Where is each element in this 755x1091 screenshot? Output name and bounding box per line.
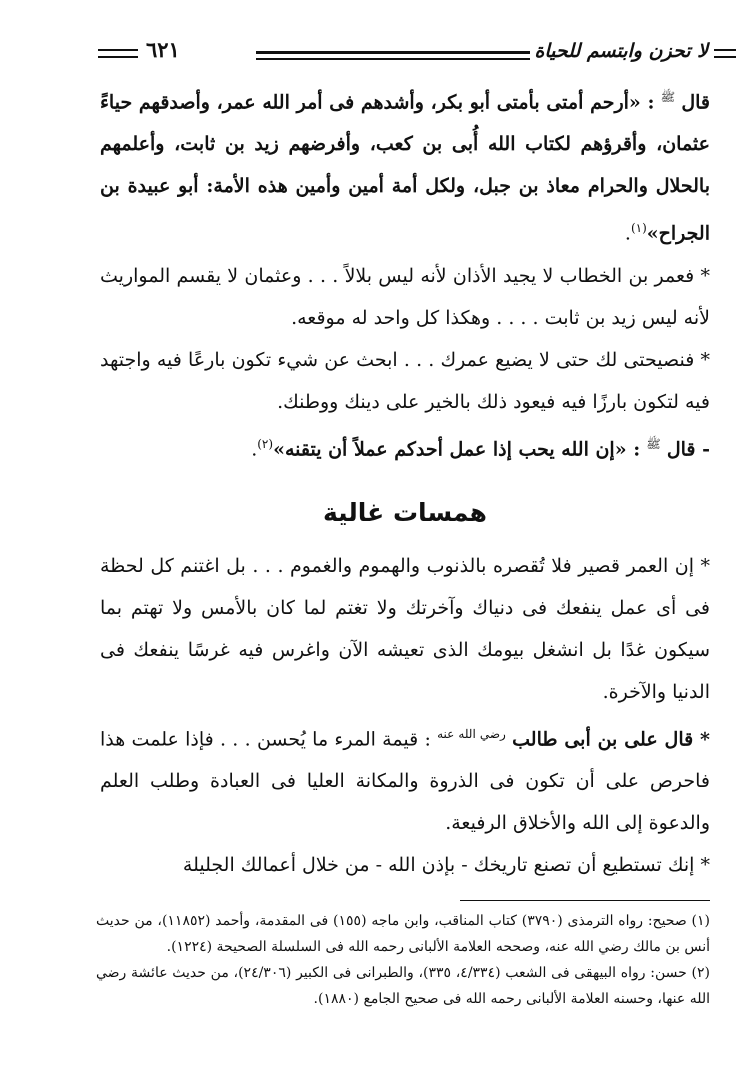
paragraph-life-short: * إن العمر قصير فلا تُقصره بالذنوب والهموم والغموم . . . بل اغتنم كل لحظة فى أى عمل ينفعك فى دنياك وآخرتك ولا تغتم لما كان بالأمس ولا تهتم بما سيكون غدًا بل انشغل بيومك الذى تعيشه الآن واغرس فيه غرسًا ينفعك فى الدنيا والآخرة. [100,555,710,703]
honorific-symbol: ﷺ [660,90,676,104]
paragraph-ali-quote: * قال على بن أبى طالب $^{رضي الله عنه}$ : قيمة المرء ما يُحسن . . . فإذا علمت هذا فاحرص على أن تكون فى الذروة والمكانة العليا فى العبادة وطلب العلم والدعوة إلى الله والأخلاق الرفيعة. [100,727,710,835]
page-number: ٦٢١ [146,37,180,62]
hadith-paragraph: قال $^ﷺ$ : «أرحم أمتى بأمتى أبو بكر، وأشدهم فى أمر الله عمر، وأصدقهم حياءً عثمان، وأقرؤهم لكتاب الله أُبى بن كعب، وأفرضهم زيد بن ثابت، وأعلمهم بالحلال والحرام معاذ بن جبل، ولكل أمة أمين وأمين هذه الأمة: أبو عبيدة بن الجراح»$^{(١)}$. [100,90,710,245]
header-ornament-left [98,49,138,58]
hadith-itqan: - قال $^ﷺ$ : «إن الله يحب إذا عمل أحدكم عملاً أن يتقنه»$^{(٢)}$. [251,436,710,460]
footnote-1: (١) صحيح: رواه الترمذى (٣٧٩٠) كتاب المناقب، وابن ماجه (١٥٥) فى المقدمة، وأحمد (١١٨٥٢)، من حديث أنس بن مالك رضي الله عنه، وصححه العلامة الألبانى رحمه الله فى السلسلة الصحيحة (١٢٢٤). [96,913,710,955]
paragraph-advice: * فنصيحتى لك حتى لا يضيع عمرك . . . ابحث عن شيء تكون بارعًا فيه واجتهد فيه لتكون بارزًا فيه فيعود ذلك بالخير على دينك ووطنك. [100,348,710,413]
header-ornament-right [714,49,736,58]
footnote-ref-2: (٢) [257,436,274,451]
section-one-text [100,76,710,470]
running-title: لا تحزن وابتسم للحياة [534,40,708,62]
paragraph-umar: * فعمر بن الخطاب لا يجيد الأذان لأنه ليس بلالاً . . . وعثمان لا يقسم المواريث لأنه ليس زيد بن ثابت . . . . وهكذا كل واحد له موقعه. [100,264,710,329]
section-heading: همسات غالية [323,498,487,527]
honorific-symbol: رضي الله عنه [437,727,506,741]
footnotes [96,908,710,1012]
honorific-symbol: ﷺ [646,436,661,451]
section-two-text [100,545,710,886]
header-rule [256,51,530,60]
paragraph-history: * إنك تستطيع أن تصنع تاريخك - بإذن الله - من خلال أعمالك الجليلة [182,854,710,877]
footnote-2: (٢) حسن: رواه البيهقى فى الشعب (٤/٣٣٤، ٣٣٥)، والطبرانى فى الكبير (٢٤/٣٠٦)، من حديث عائشة رضي الله عنها، وحسنه العلامة الألبانى رحمه الله فى صحيح الجامع (١٨٨٠). [96,965,710,1007]
footnote-ref-1: (١) [630,221,647,236]
running-header [98,38,708,74]
footnote-separator [460,900,710,901]
